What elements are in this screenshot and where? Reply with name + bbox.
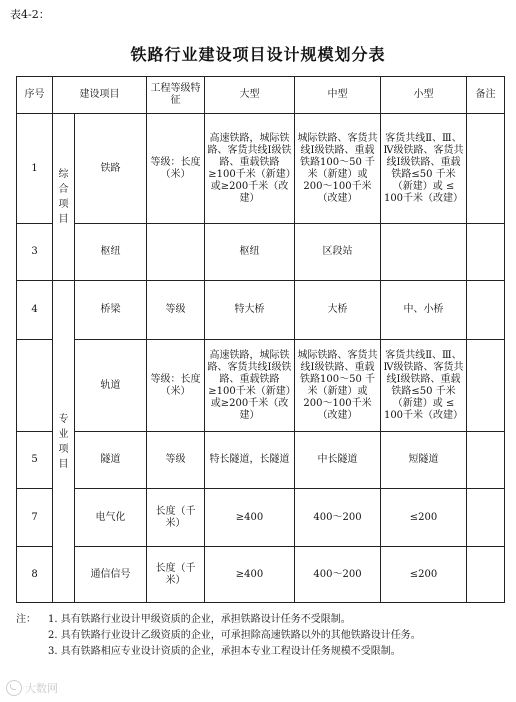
notes-section	[16, 612, 504, 660]
row-large: 高速铁路，城际铁路、客货共线Ⅰ级铁路、重载铁路≥100千米（新建）或≥200千米（改建）	[205, 114, 295, 224]
row-grade	[147, 224, 205, 281]
table-row	[17, 224, 505, 281]
table-row	[17, 489, 505, 547]
header-grade: 工程等级特征	[147, 77, 205, 114]
row-large: 特长隧道，长隧道	[205, 432, 295, 489]
row-remark	[467, 224, 505, 281]
table-row	[17, 114, 505, 224]
row-medium: 大桥	[295, 281, 381, 340]
row-seq: 5	[17, 432, 53, 489]
row-grade: 等级	[147, 281, 205, 340]
row-small: 客货共线Ⅱ、Ⅲ、Ⅳ级铁路、客货共线Ⅰ级铁路、重载铁路≤50 千米（新建）或 ≤ 100千米（改建）	[381, 340, 467, 432]
row-large: 枢纽	[205, 224, 295, 281]
row-medium: 区段站	[295, 224, 381, 281]
header-medium: 中型	[295, 77, 381, 114]
note-item: 1. 具有铁路行业设计甲级资质的企业，承担铁路设计任务不受限制。	[48, 614, 351, 625]
scale-classification-table	[16, 76, 505, 603]
group-specialty: 专业项目	[53, 281, 75, 603]
row-medium: 城际铁路、客货共线Ⅰ级铁路、重载铁路100～50 千米（新建）或 200～100千米（改建）	[295, 340, 381, 432]
row-remark	[467, 432, 505, 489]
row-large: 特大桥	[205, 281, 295, 340]
row-medium: 城际铁路、客货共线Ⅰ级铁路、重载铁路100～50 千米（新建）或 200～100千米（改建）	[295, 114, 381, 224]
watermark-logo-icon	[6, 680, 22, 696]
row-grade: 等级	[147, 432, 205, 489]
group-comprehensive: 综合项目	[53, 114, 75, 281]
row-item: 隧道	[75, 432, 147, 489]
row-remark	[467, 489, 505, 547]
row-large: ≥400	[205, 489, 295, 547]
row-item: 通信信号	[75, 547, 147, 603]
table-row	[17, 432, 505, 489]
header-remark: 备注	[467, 77, 505, 114]
row-small: ≤200	[381, 489, 467, 547]
row-small: 中、小桥	[381, 281, 467, 340]
header-row	[17, 77, 505, 114]
row-small	[381, 224, 467, 281]
row-large: ≥400	[205, 547, 295, 603]
watermark-text: 大数网	[25, 682, 58, 695]
row-remark	[467, 547, 505, 603]
row-grade: 等级：长度（米）	[147, 114, 205, 224]
row-seq: 1	[17, 114, 53, 224]
row-medium: 400～200	[295, 489, 381, 547]
row-small: 客货共线Ⅱ、Ⅲ、Ⅳ级铁路、客货共线Ⅰ级铁路、重载铁路≤50 千米（新建）或 ≤ 100千米（改建）	[381, 114, 467, 224]
row-seq: 4	[17, 281, 53, 340]
row-grade: 长度（千米）	[147, 547, 205, 603]
table-row	[17, 281, 505, 340]
note-item: 3. 具有铁路相应专业设计资质的企业，承担本专业工程设计任务规模不受限制。	[48, 646, 401, 657]
row-grade: 等级：长度（米）	[147, 340, 205, 432]
row-item: 枢纽	[75, 224, 147, 281]
notes-label: 注：	[16, 614, 36, 625]
header-large: 大型	[205, 77, 295, 114]
row-seq: 7	[17, 489, 53, 547]
row-remark	[467, 340, 505, 432]
table-label: 表4-2：	[10, 8, 50, 21]
row-item: 电气化	[75, 489, 147, 547]
header-seq: 序号	[17, 77, 53, 114]
row-remark	[467, 281, 505, 340]
row-item: 轨道	[75, 340, 147, 432]
watermark	[6, 680, 58, 696]
header-project: 建设项目	[53, 77, 147, 114]
row-medium: 中长隧道	[295, 432, 381, 489]
note-item: 2. 具有铁路行业设计乙级资质的企业，可承担除高速铁路以外的其他铁路设计任务。	[48, 630, 421, 641]
row-item: 桥梁	[75, 281, 147, 340]
row-grade: 长度（千米）	[147, 489, 205, 547]
row-seq	[17, 340, 53, 432]
row-large: 高速铁路，城际铁路、客货共线Ⅰ级铁路、重载铁路≥100千米（新建）或≥200千米（改建）	[205, 340, 295, 432]
row-item: 铁路	[75, 114, 147, 224]
row-seq: 3	[17, 224, 53, 281]
table-row	[17, 547, 505, 603]
row-small: ≤200	[381, 547, 467, 603]
row-seq: 8	[17, 547, 53, 603]
table-row	[17, 340, 505, 432]
row-small: 短隧道	[381, 432, 467, 489]
row-medium: 400～200	[295, 547, 381, 603]
row-remark	[467, 114, 505, 224]
header-small: 小型	[381, 77, 467, 114]
table-title: 铁路行业建设项目设计规模划分表	[130, 45, 386, 64]
